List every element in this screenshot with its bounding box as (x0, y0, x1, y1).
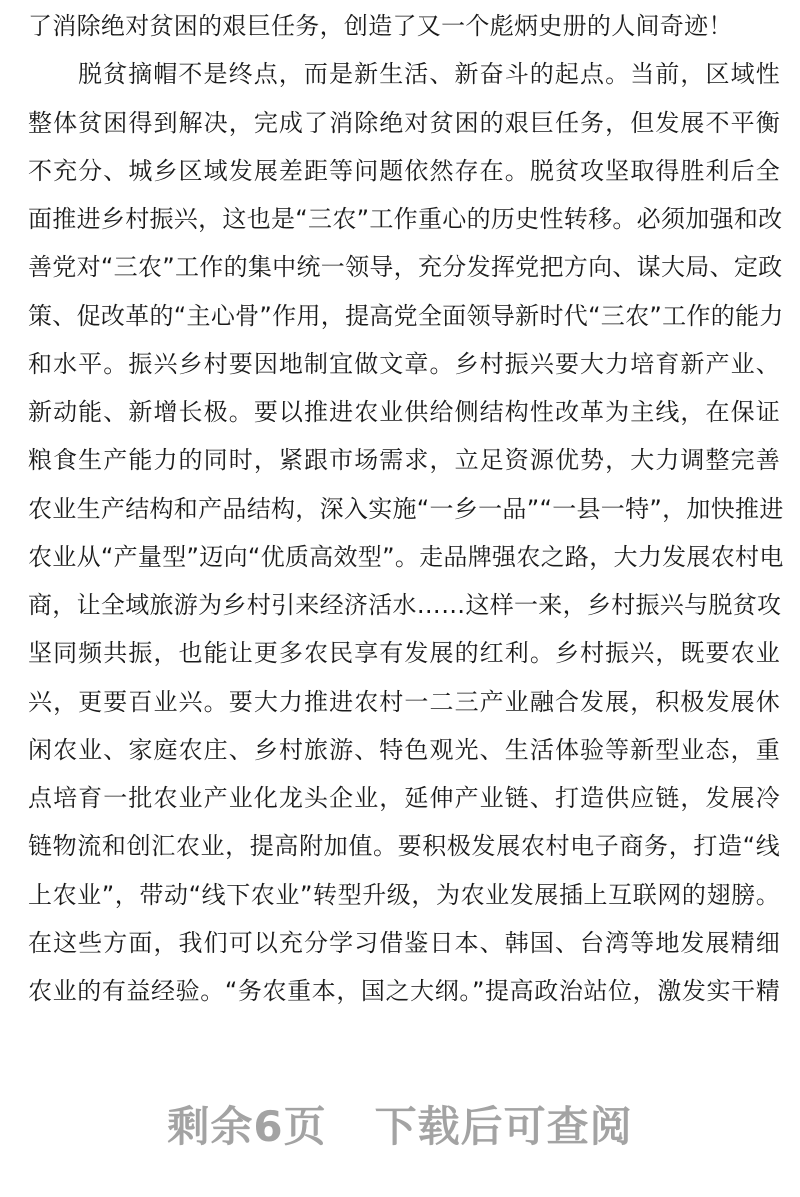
text-line: 农业生产结构和产品结构，深入实施“一乡一品”“一县一特”，加快推进 (28, 494, 784, 523)
text-line: 农业的有益经验。“务农重本，国之大纲。”提高政治站位，激发实干精 (28, 977, 780, 1005)
text-line: 坚同频共振，也能让更多农民享有发展的红利。乡村振兴，既要农业 (28, 639, 780, 668)
text-line: 点培育一批农业产业化龙头企业，延伸产业链、打造供应链，发展冷 (28, 784, 780, 812)
text-line: 闲农业、家庭农庄、乡村旅游、特色观光、生活体验等新型业态，重 (28, 735, 780, 764)
text-line: 上农业”，带动“线下农业”转型升级，为农业发展插上互联网的翅膀。 (28, 880, 780, 909)
text-line: 整体贫困得到解决，完成了消除绝对贫困的艰巨任务，但发展不平衡 (28, 108, 780, 137)
text-line: 农业从“产量型”迈向“优质高效型”。走品牌强农之路，大力发展农村电 (28, 542, 784, 571)
text-line: 策、促改革的“主心骨”作用，提高党全面领导新时代“三农”工作的能力 (28, 301, 784, 330)
download-prompt[interactable] (0, 1094, 800, 1154)
text-line: 面推进乡村振兴，这也是“三农”工作重心的历史性转移。必须加强和改 (28, 205, 783, 233)
download-hint-label: 下载后可查阅 (374, 1102, 633, 1151)
text-line: 了消除绝对贫困的艰巨任务，创造了又一个彪炳史册的人间奇迹！ (28, 12, 733, 40)
text-line: 链物流和创汇农业，提高附加值。要积极发展农村电子商务，打造“线 (28, 832, 780, 861)
text-line: 新动能、新增长极。要以推进农业供给侧结构性改革为主线，在保证 (28, 398, 780, 426)
text-line: 在这些方面，我们可以充分学习借鉴日本、韩国、台湾等地发展精细 (28, 928, 780, 957)
text-line: 兴，更要百业兴。要大力推进农村一二三产业融合发展，积极发展休 (28, 687, 780, 716)
text-line: 粮食生产能力的同时，紧跟市场需求，立足资源优势，大力调整完善 (28, 446, 780, 475)
text-line: 商，让全域旅游为乡村引来经济活水……这样一来，乡村振兴与脱贫攻 (28, 591, 782, 619)
text-line: 善党对“三农”工作的集中统一领导，充分发挥党把方向、谋大局、定政 (28, 253, 783, 282)
text-line: 不充分、城乡区域发展差距等问题依然存在。脱贫攻坚取得胜利后全 (28, 156, 780, 185)
document-body (28, 2, 784, 1015)
remaining-pages-label: 剩余6页 (167, 1102, 327, 1151)
text-line: 脱贫摘帽不是终点，而是新生活、新奋斗的起点。当前，区域性 (78, 60, 780, 89)
text-line: 和水平。振兴乡村要因地制宜做文章。乡村振兴要大力培育新产业、 (28, 349, 780, 378)
